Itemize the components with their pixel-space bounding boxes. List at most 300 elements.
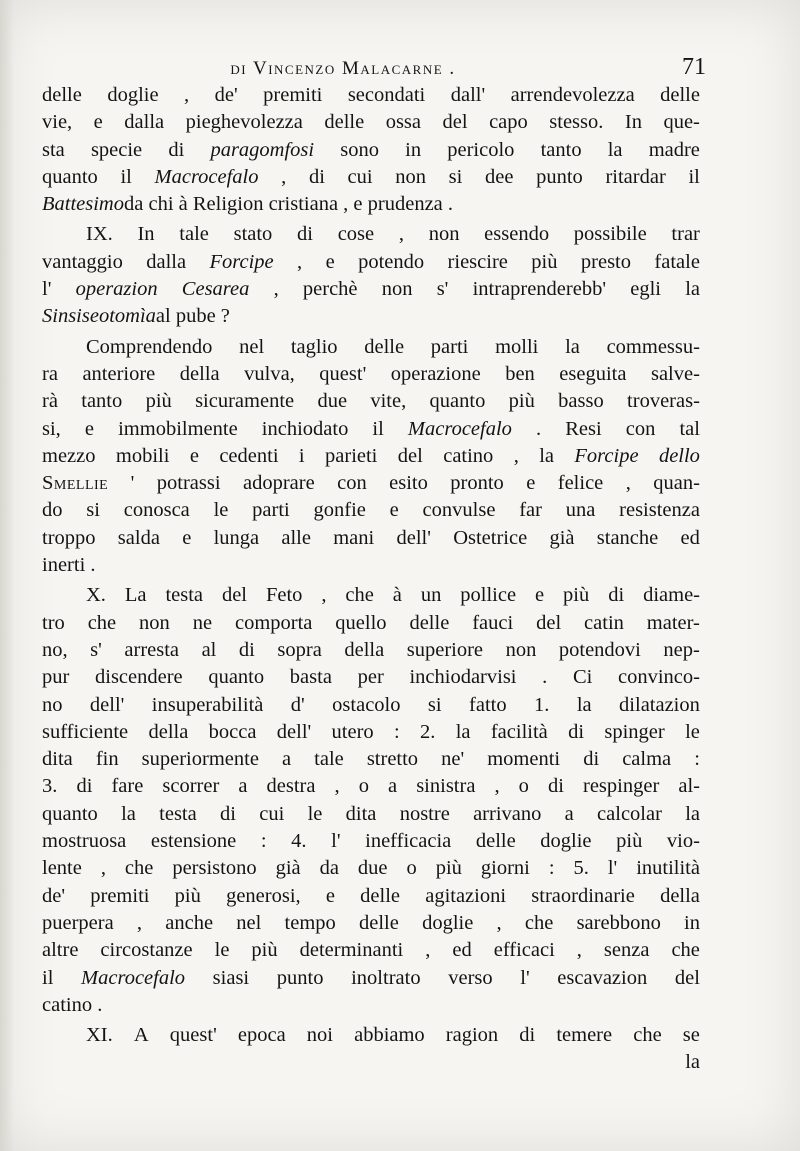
word: vio-: [666, 830, 700, 853]
word: determinanti: [299, 939, 404, 962]
word: nostre: [399, 802, 450, 825]
word: d': [290, 693, 305, 716]
word: di: [238, 638, 255, 661]
word: pollice: [460, 584, 517, 607]
word: dilatazion: [619, 693, 700, 716]
word: quest': [169, 1024, 217, 1047]
word: capo: [489, 111, 528, 134]
italic-word: Macrocefalo: [407, 417, 512, 440]
word: da chi à Religion cristiana , e prudenza .: [124, 193, 454, 216]
word: 1.: [534, 693, 550, 716]
word: potendo: [358, 250, 425, 273]
word: X.: [86, 584, 106, 607]
word: l': [607, 857, 618, 880]
word: di: [76, 775, 93, 798]
word: i: [298, 444, 305, 467]
word: salve-: [650, 362, 700, 385]
word: tanto: [540, 138, 582, 161]
word: se: [682, 1024, 700, 1047]
word: le: [213, 499, 229, 522]
word: più: [531, 250, 558, 273]
text-line: [42, 137, 700, 164]
word: potrassi: [156, 472, 221, 495]
word: arrendevolezza: [510, 84, 635, 106]
word: ra: [42, 362, 58, 385]
text-line: [42, 1022, 700, 1049]
word: inchiodarvisi: [409, 666, 517, 689]
word: ragion: [445, 1024, 499, 1047]
word: quanto: [429, 390, 486, 413]
word: che: [345, 584, 374, 607]
word: al pube ?: [155, 305, 230, 328]
word: utero: [331, 720, 374, 743]
word: o: [358, 775, 369, 798]
word: parieti: [325, 444, 378, 467]
word: conosca: [123, 499, 190, 522]
word: alle: [281, 526, 311, 549]
word: ,: [576, 939, 582, 962]
word: in: [684, 911, 700, 934]
word: parti: [430, 335, 469, 358]
word: presto: [580, 250, 631, 273]
word: agitazioni: [425, 884, 507, 907]
word: epoca: [237, 1024, 286, 1047]
word: circostanze: [100, 939, 193, 962]
word: mostruosa: [42, 830, 127, 853]
italic-word: paragomfosi: [210, 138, 315, 161]
word: diame-: [643, 584, 700, 607]
word: Ostetrice: [453, 526, 528, 549]
word: bocca: [208, 720, 257, 743]
text-line: [42, 303, 700, 330]
word: vite,: [370, 390, 407, 413]
word: punto: [276, 966, 324, 989]
word: ': [130, 472, 135, 495]
word: cui: [347, 165, 373, 188]
word: XI.: [86, 1024, 113, 1047]
word: momenti: [487, 748, 561, 771]
word: o: [518, 775, 529, 798]
word: ,: [136, 911, 143, 934]
word: lente: [42, 857, 82, 880]
word: ,: [334, 775, 340, 798]
word: insuperabilità: [151, 693, 264, 716]
word: basso: [558, 390, 604, 413]
word: inutilità: [636, 857, 700, 880]
word: ,: [273, 278, 279, 301]
word: vie,: [42, 111, 73, 134]
word: possibile: [573, 223, 647, 246]
word: al-: [678, 775, 700, 798]
word: doglie: [422, 911, 474, 934]
word: inoltrato: [351, 966, 421, 989]
word: ,: [496, 911, 502, 934]
word: quanto: [42, 802, 98, 825]
word: a: [238, 775, 248, 798]
word: ,: [100, 857, 106, 880]
italic-word: dello: [658, 444, 700, 467]
word: ,: [398, 223, 404, 246]
word: con: [625, 417, 656, 440]
word: a: [564, 802, 574, 825]
word: punto: [536, 165, 583, 188]
word: di: [519, 1024, 536, 1047]
word: le: [214, 939, 230, 962]
word: tale: [314, 748, 344, 771]
word: 3.: [42, 775, 58, 798]
word: vantaggio: [42, 250, 123, 273]
word: catino: [443, 444, 494, 467]
word: senza: [603, 939, 650, 962]
word: troveras-: [627, 390, 700, 413]
word: molli: [495, 335, 539, 358]
word: e: [84, 417, 95, 440]
word: anteriore: [82, 362, 156, 385]
word: cui: [259, 802, 285, 825]
word: essendo: [484, 223, 550, 246]
word: eseguita: [559, 362, 627, 385]
word: à: [392, 584, 402, 607]
word: sta: [42, 138, 65, 161]
word: respinger: [583, 775, 660, 798]
word: dell': [89, 693, 125, 716]
word: s': [90, 638, 102, 661]
word: straordinarie: [531, 884, 635, 907]
word: Ci: [572, 666, 593, 689]
word: In: [624, 111, 642, 134]
word: :: [694, 748, 700, 771]
word: arresta: [124, 638, 180, 661]
word: non: [395, 165, 426, 188]
word: ,: [297, 250, 303, 273]
word: stesso.: [549, 111, 604, 134]
word: lunga: [213, 526, 260, 549]
word: tal: [679, 417, 700, 440]
word: ostacolo: [332, 693, 401, 716]
word: di: [220, 802, 236, 825]
word: quanto: [208, 666, 265, 689]
text-line: [42, 109, 700, 136]
word: inerti .: [42, 554, 96, 577]
word: que-: [663, 111, 700, 134]
word: fauci: [472, 611, 514, 634]
word: adoprare: [242, 472, 315, 495]
word: si,: [42, 417, 61, 440]
word: estensione: [150, 830, 237, 853]
text-line: [42, 855, 700, 882]
word: commessu-: [606, 335, 700, 358]
word: si: [427, 693, 442, 716]
text-line: [42, 443, 700, 470]
word: cose: [337, 223, 375, 246]
word: sinistra: [416, 775, 476, 798]
word: persistono: [172, 857, 257, 880]
word: la: [121, 802, 136, 825]
word: riescire: [447, 250, 508, 273]
word: stretto: [366, 748, 419, 771]
word: fare: [111, 775, 144, 798]
page-number: 71: [682, 54, 706, 80]
word: di: [308, 165, 325, 188]
word: dalla: [146, 250, 187, 273]
word: di: [547, 775, 564, 798]
word: specie: [90, 138, 143, 161]
word: quan-: [653, 472, 700, 495]
text-line: [42, 910, 700, 937]
word: In: [137, 223, 155, 246]
word: stanche: [596, 526, 659, 549]
word: discendere: [95, 666, 183, 689]
word: l': [520, 966, 530, 989]
word: mobili: [115, 444, 170, 467]
word: il: [372, 417, 384, 440]
word: ,: [513, 444, 519, 467]
word: tale: [179, 223, 209, 246]
word: perchè: [302, 278, 358, 301]
word: ed: [680, 526, 700, 549]
word: già: [549, 526, 575, 549]
text-line: [42, 82, 700, 109]
word: gonfie: [313, 499, 366, 522]
word: 5.: [573, 857, 589, 880]
word: 4.: [291, 830, 307, 853]
text-line: [42, 334, 700, 361]
word: giorni: [480, 857, 530, 880]
word: ritardar: [605, 165, 666, 188]
word: di: [568, 720, 585, 743]
text-line: [42, 664, 700, 691]
word: della: [344, 638, 385, 661]
word: che: [633, 1024, 662, 1047]
word: siasi: [212, 966, 250, 989]
word: tempo: [284, 911, 336, 934]
word: da: [319, 857, 339, 880]
word: il: [42, 966, 54, 989]
word: trar: [671, 223, 700, 246]
word: :: [394, 720, 400, 743]
word: efficaci: [493, 939, 555, 962]
italic-word: Macrocefalo: [81, 966, 186, 989]
text-line: [42, 470, 700, 497]
word: intraprenderebb': [472, 278, 607, 301]
word: delle: [364, 335, 405, 358]
word: per: [357, 666, 384, 689]
italic-word: Sinsiseotomìa: [42, 305, 156, 328]
word: doglie: [540, 830, 592, 853]
word: fin: [95, 748, 119, 771]
word: delle: [660, 84, 700, 106]
word: fatale: [654, 250, 700, 273]
word: la: [685, 278, 700, 301]
word: l': [42, 278, 52, 301]
word: ,: [625, 472, 631, 495]
word: scorrer: [162, 775, 220, 798]
word: della: [148, 720, 189, 743]
word: più: [251, 939, 278, 962]
word: IX.: [86, 223, 113, 246]
word: inchiodato: [261, 417, 349, 440]
word: ,: [494, 775, 500, 798]
italic-word: Macrocefalo: [154, 165, 259, 188]
word: basta: [289, 666, 332, 689]
word: di: [297, 223, 313, 246]
text-line: [42, 801, 700, 828]
word: la: [455, 720, 471, 743]
word: far: [519, 499, 542, 522]
word: che: [671, 939, 700, 962]
word: anche: [165, 911, 214, 934]
word: ,: [184, 84, 190, 106]
text-line: [42, 828, 700, 855]
small-caps-word: Smellie: [42, 472, 109, 495]
text-line: [42, 416, 700, 443]
word: due: [357, 857, 388, 880]
word: .: [542, 666, 548, 689]
text-line: [42, 191, 700, 218]
text-line: [42, 249, 700, 276]
word: delle: [42, 84, 82, 106]
word: ,: [425, 939, 431, 962]
word: dita: [42, 748, 73, 771]
word: le: [307, 802, 323, 825]
word: e: [389, 499, 399, 522]
word: e: [189, 444, 199, 467]
word: abbiamo: [354, 1024, 425, 1047]
running-head-title: di Vincenzo Malacarne .: [230, 58, 456, 79]
word: la: [576, 693, 592, 716]
word: o: [406, 857, 417, 880]
word: nel: [236, 911, 262, 934]
text-line: [42, 497, 700, 524]
text-line: [42, 965, 700, 992]
word: delle: [324, 111, 365, 134]
word: de': [42, 884, 66, 907]
word: dalla: [124, 111, 165, 134]
word: 2.: [420, 720, 436, 743]
word: taglio: [290, 335, 338, 358]
word: testa: [165, 584, 204, 607]
word: potendovi: [558, 638, 641, 661]
word: della: [179, 362, 220, 385]
word: puerpera: [42, 911, 114, 934]
word: dall': [450, 84, 486, 106]
word: pieghevolezza: [185, 111, 303, 134]
word: egli: [630, 278, 661, 301]
word: Feto: [265, 584, 303, 607]
word: di: [583, 748, 600, 771]
word: convinco-: [618, 666, 700, 689]
word: sicuramente: [195, 390, 295, 413]
word: salda: [117, 526, 160, 549]
word: catino .: [42, 993, 103, 1016]
word: di: [608, 584, 625, 607]
word: destra: [266, 775, 316, 798]
text-line: [42, 388, 700, 415]
word: La: [124, 584, 147, 607]
italic-word: Forcipe: [209, 250, 274, 273]
word: noi: [306, 1024, 333, 1047]
word: dita: [345, 802, 377, 825]
word: si: [448, 165, 463, 188]
word: Resi: [565, 417, 602, 440]
word: generosi,: [226, 884, 301, 907]
text-line: [42, 937, 700, 964]
word: e: [526, 472, 536, 495]
text-line: [42, 610, 700, 637]
word: no,: [42, 638, 68, 661]
word: mani: [333, 526, 375, 549]
word: quanto: [42, 165, 98, 188]
word: cedenti: [219, 444, 279, 467]
text-line: [42, 552, 700, 579]
word: a: [388, 775, 398, 798]
word: rà: [42, 390, 58, 413]
word: tro: [42, 611, 65, 634]
word: più: [145, 390, 172, 413]
word: ossa: [385, 111, 422, 134]
word: nel: [239, 335, 265, 358]
word: parti: [252, 499, 290, 522]
word: la: [565, 335, 580, 358]
word: doglie: [107, 84, 159, 106]
word: delle: [475, 830, 516, 853]
text-line: [42, 361, 700, 388]
word: facilità: [490, 720, 548, 743]
word: stato: [233, 223, 273, 246]
word: convulse: [422, 499, 496, 522]
word: le: [685, 720, 700, 743]
word: delle: [409, 611, 450, 634]
word: superiore: [406, 638, 484, 661]
word: ne: [192, 611, 213, 634]
word: calcolar: [597, 802, 662, 825]
word: pericolo: [447, 138, 515, 161]
word: e: [325, 250, 335, 273]
word: calma: [622, 748, 672, 771]
word: del: [397, 444, 423, 467]
word: nep-: [663, 638, 700, 661]
word: non: [505, 638, 537, 661]
word: una: [565, 499, 596, 522]
word: del: [221, 584, 247, 607]
word: delle: [359, 911, 399, 934]
word: spinger: [604, 720, 665, 743]
word: madre: [648, 138, 700, 161]
word: che: [124, 857, 154, 880]
word: esito: [389, 472, 428, 495]
word: sopra: [277, 638, 322, 661]
word: di: [168, 138, 185, 161]
word: un: [420, 584, 442, 607]
text-line: [42, 582, 700, 609]
text-line: [42, 525, 700, 552]
word: e: [535, 584, 545, 607]
word: premiti: [263, 84, 323, 106]
word: ben: [505, 362, 535, 385]
word: mezzo: [42, 444, 96, 467]
word: del: [442, 111, 468, 134]
text-line: [42, 221, 700, 248]
text-line: [42, 1049, 700, 1076]
word: e: [182, 526, 192, 549]
word: comporta: [234, 611, 313, 634]
word: :: [260, 830, 267, 853]
word: sufficiente: [42, 720, 129, 743]
word: pronto: [450, 472, 504, 495]
word: la: [607, 138, 623, 161]
word: e: [93, 111, 103, 134]
word: immobilmente: [118, 417, 238, 440]
